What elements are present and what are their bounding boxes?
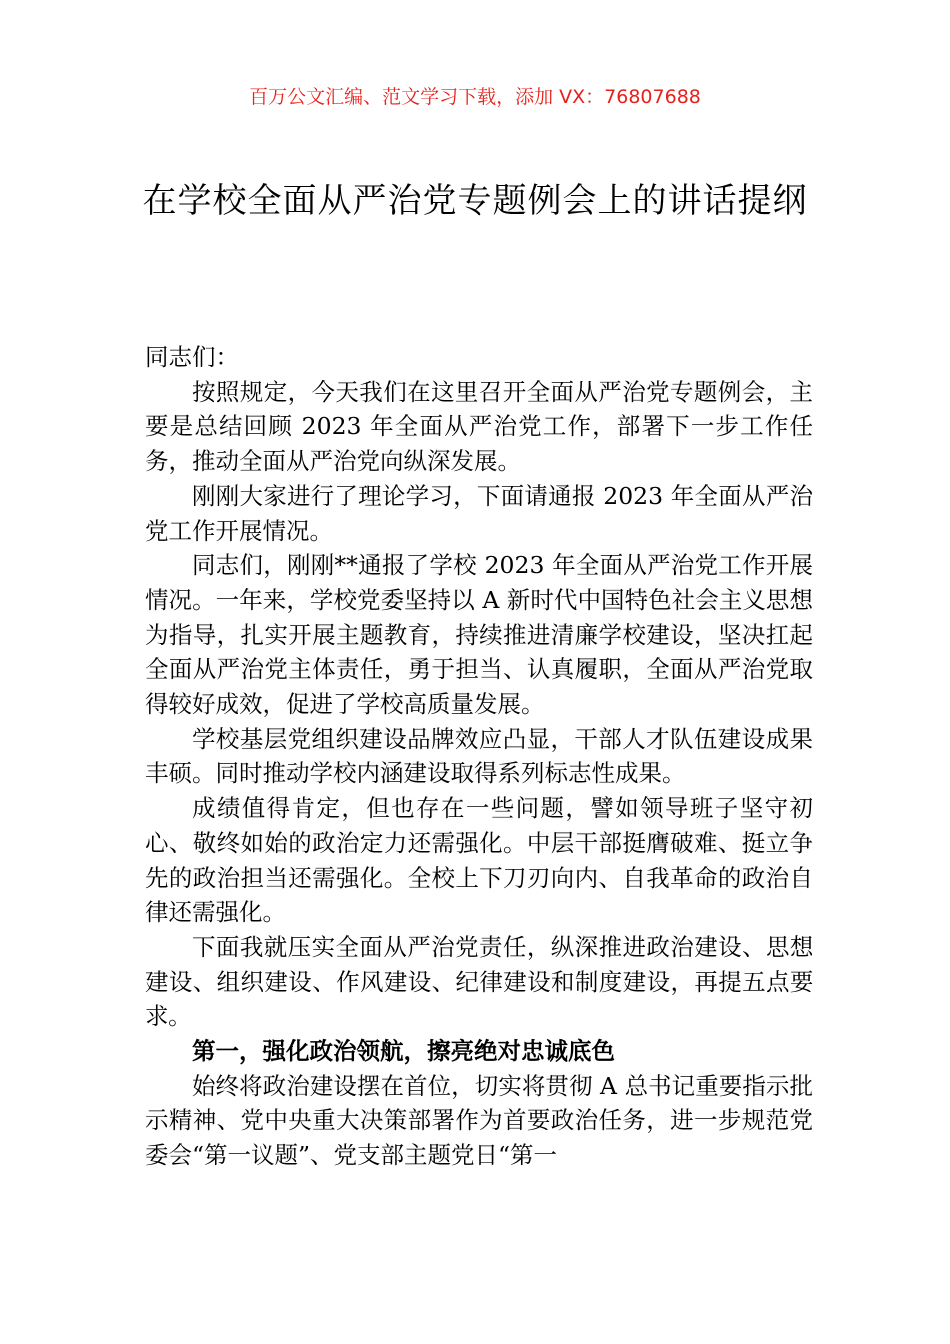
paragraph-problems: 成绩值得肯定，但也存在一些问题，譬如领导班子坚守初心、敬终如始的政治定力还需强化。中层干部挺膺破难、挺立争先的政治担当还需强化。全校上下刀刃向内、自我革命的政治自律还需强化。 bbox=[145, 794, 813, 927]
section-paragraph: 始终将政治建设摆在首位，切实将贯彻 A 总书记重要指示批示精神、党中央重大决策部署作为首要政治任务，进一步规范党委会“第一议题”、党支部主题党日“第一 bbox=[145, 1071, 813, 1170]
paragraph-review: 同志们，刚刚**通报了学校 2023 年全面从严治党工作开展情况。一年来，学校党委坚持以 A 新时代中国特色社会主义思想为指导，扎实开展主题教育，持续推进清廉学校建设，坚决扛起全面从严治党主体责任，勇于担当、认真履职，全面从严治党取得较好成效，促进了学校高质量发展。 bbox=[145, 551, 813, 719]
watermark-note: 百万公文汇编、范文学习下载，添加 VX：76807688 bbox=[249, 86, 701, 108]
paragraph-study: 刚刚大家进行了理论学习，下面请通报 2023 年全面从严治党工作开展情况。 bbox=[145, 481, 813, 545]
document-body bbox=[145, 340, 813, 1173]
section-heading: 第一，强化政治领航，擦亮绝对忠诚底色 bbox=[192, 1037, 615, 1066]
salutation: 同志们： bbox=[145, 343, 239, 371]
paragraph-achievements: 学校基层党组织建设品牌效应凸显，干部人才队伍建设成果丰硕。同时推动学校内涵建设取得系列标志性成果。 bbox=[145, 724, 813, 788]
document-title: 在学校全面从严治党专题例会上的讲话提纲 bbox=[142, 181, 808, 221]
paragraph-requirements: 下面我就压实全面从严治党责任，纵深推进政治建设、思想建设、组织建设、作风建设、纪律建设和制度建设，再提五点要求。 bbox=[145, 932, 813, 1031]
paragraph-opening: 按照规定，今天我们在这里召开全面从严治党专题例会，主要是总结回顾 2023 年全面从严治党工作，部署下一步工作任务，推动全面从严治党向纵深发展。 bbox=[145, 377, 813, 476]
